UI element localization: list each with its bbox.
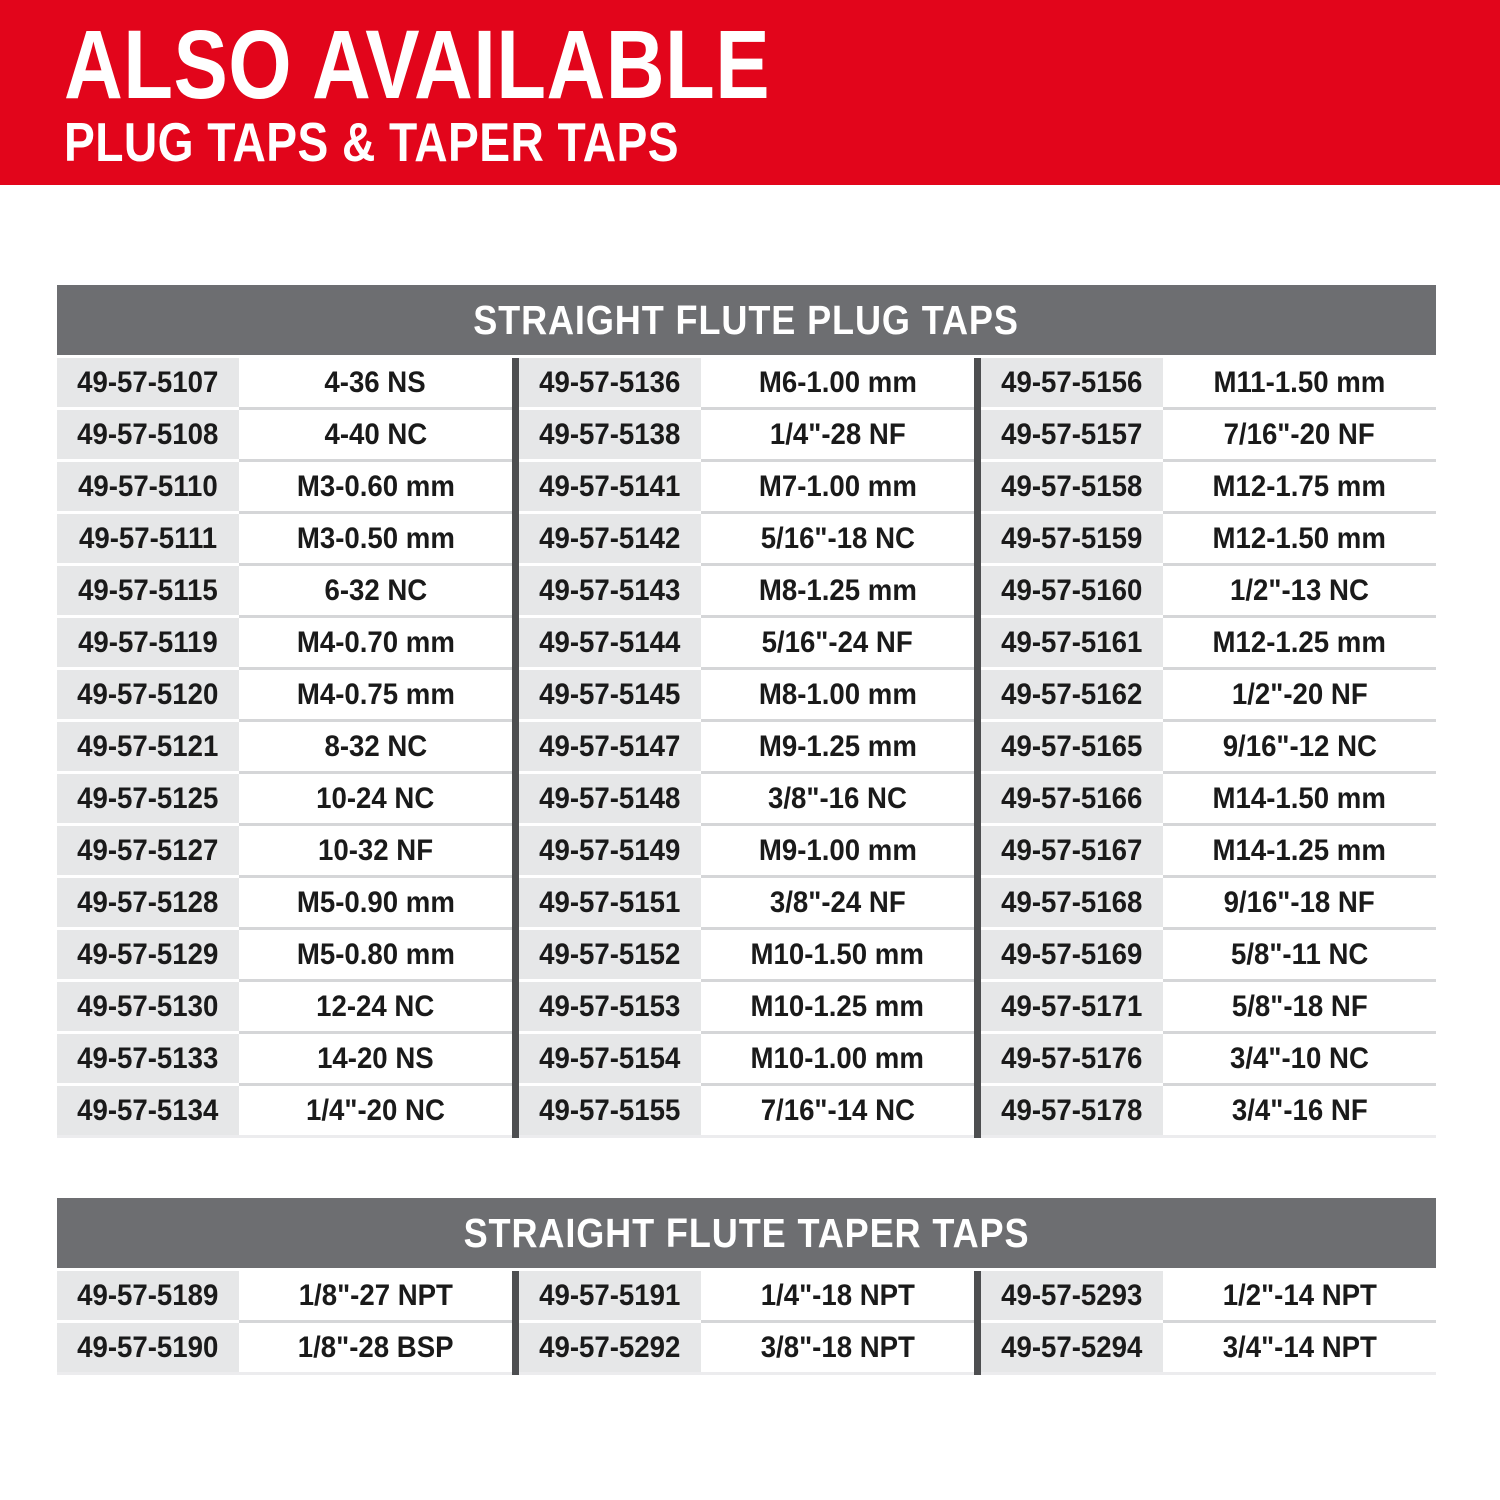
catalog-number: 49-57-5158 [1001,469,1143,503]
tap-size: 12-24 NC [316,989,435,1023]
catalog-number-cell [981,410,1163,462]
catalog-number-cell [57,982,239,1034]
table-row [57,722,1436,774]
tap-size-cell [701,514,974,566]
tap-size: 9/16"-18 NF [1223,885,1376,919]
catalog-number-cell [57,514,239,566]
catalog-number-cell [981,358,1163,410]
tap-size-cell [239,618,512,670]
tap-size-cell [701,1271,974,1323]
column-divider [512,826,519,878]
catalog-number-cell [519,1271,701,1323]
banner-title-text: ALSO AVAILABLE [64,10,770,119]
taper-taps-table [57,1198,1436,1375]
tap-size-cell [239,722,512,774]
catalog-number-cell [519,1034,701,1086]
catalog-number-cell [519,826,701,878]
catalog-number-cell [57,410,239,462]
tap-size: 5/8"-18 NF [1231,989,1368,1023]
tap-size-cell [1163,722,1436,774]
tap-size-cell [239,878,512,930]
catalog-number: 49-57-5162 [1001,677,1143,711]
catalog-number-cell [57,462,239,514]
table-row [57,930,1436,982]
column-divider [512,410,519,462]
column-divider [512,1271,519,1323]
tap-size-cell [239,410,512,462]
catalog-number-cell [981,514,1163,566]
catalog-number: 49-57-5293 [1001,1278,1143,1312]
catalog-number-cell [519,514,701,566]
tap-size-cell [701,618,974,670]
catalog-number: 49-57-5165 [1001,729,1143,763]
catalog-number-cell [981,1086,1163,1138]
table-row [57,1034,1436,1086]
banner-subtitle-text: PLUG TAPS & TAPER TAPS [64,111,680,173]
column-divider [974,930,981,982]
tap-size-cell [701,930,974,982]
tap-size-cell [701,774,974,826]
catalog-number: 49-57-5149 [539,833,681,867]
column-divider [512,462,519,514]
catalog-number-cell [57,774,239,826]
tap-size-cell [701,358,974,410]
tap-size-cell [1163,1086,1436,1138]
tap-size: M10-1.00 mm [750,1041,925,1075]
tap-size-cell [1163,826,1436,878]
tap-size: M11-1.50 mm [1213,365,1386,399]
tap-size-cell [1163,410,1436,462]
plug-taps-table-body [57,355,1436,1138]
tap-size-cell [1163,618,1436,670]
column-divider [974,774,981,826]
tap-size-cell [239,566,512,618]
catalog-number-cell [981,930,1163,982]
column-divider [512,774,519,826]
catalog-number-cell [981,1034,1163,1086]
tap-size: 3/8"-24 NF [769,885,906,919]
tap-size-cell [701,670,974,722]
catalog-number-cell [519,1086,701,1138]
catalog-number-cell [519,1323,701,1375]
table-row [57,826,1436,878]
tap-size: 6-32 NC [324,573,427,607]
catalog-number-cell [981,826,1163,878]
catalog-number: 49-57-5125 [77,781,219,815]
catalog-number: 49-57-5120 [77,677,219,711]
tap-size: 10-24 NC [316,781,435,815]
tap-size: 4-36 NS [324,365,427,399]
catalog-number-cell [57,1271,239,1323]
column-divider [512,982,519,1034]
tap-size: 14-20 NS [317,1041,434,1075]
taper-taps-table-header [57,1198,1436,1268]
tap-size: 1/4"-18 NPT [760,1278,915,1312]
table-row [57,618,1436,670]
tap-size: 3/4"-16 NF [1231,1093,1368,1127]
catalog-number-cell [981,722,1163,774]
column-divider [974,826,981,878]
tap-size: 1/2"-14 NPT [1222,1278,1377,1312]
catalog-number-cell [981,670,1163,722]
catalog-number: 49-57-5111 [78,521,218,555]
catalog-number: 49-57-5115 [78,573,218,607]
tap-size: M6-1.00 mm [758,365,917,399]
tap-size-cell [701,982,974,1034]
tap-size: 3/8"-16 NC [768,781,907,815]
column-divider [974,358,981,410]
catalog-number-cell [981,878,1163,930]
tap-size-cell [1163,358,1436,410]
catalog-number-cell [57,1034,239,1086]
tap-size: 1/4"-20 NC [306,1093,445,1127]
catalog-number: 49-57-5142 [539,521,681,555]
tap-size: 5/16"-18 NC [760,521,915,555]
catalog-number-cell [57,930,239,982]
tap-size-cell [701,410,974,462]
catalog-number-cell [57,1323,239,1375]
column-divider [512,1034,519,1086]
tap-size-cell [701,826,974,878]
column-divider [974,462,981,514]
catalog-number: 49-57-5134 [77,1093,219,1127]
table-row [57,462,1436,514]
tap-size: 5/8"-11 NC [1230,937,1369,971]
column-divider [512,566,519,618]
tap-size: 9/16"-12 NC [1222,729,1377,763]
tap-size: 8-32 NC [324,729,427,763]
table-row [57,566,1436,618]
column-divider [974,878,981,930]
plug-taps-table [57,285,1436,1138]
catalog-number: 49-57-5155 [539,1093,681,1127]
column-divider [512,670,519,722]
catalog-number: 49-57-5191 [539,1278,681,1312]
column-divider [974,566,981,618]
tap-size: M4-0.70 mm [296,625,455,659]
catalog-number: 49-57-5189 [77,1278,219,1312]
column-divider [974,514,981,566]
catalog-number-cell [519,358,701,410]
catalog-number: 49-57-5169 [1001,937,1143,971]
catalog-number: 49-57-5292 [539,1330,681,1364]
tap-size-cell [239,670,512,722]
catalog-number: 49-57-5129 [77,937,219,971]
table-row [57,774,1436,826]
catalog-number-cell [519,462,701,514]
tap-size-cell [1163,878,1436,930]
catalog-number: 49-57-5178 [1001,1093,1143,1127]
tap-size-cell [239,982,512,1034]
catalog-number-cell [981,982,1163,1034]
tap-size: 1/2"-13 NC [1230,573,1369,607]
tap-size: M3-0.50 mm [296,521,455,555]
tap-size: 1/4"-28 NF [769,417,906,451]
tap-size: M12-1.50 mm [1212,521,1387,555]
tap-size-cell [239,462,512,514]
column-divider [512,358,519,410]
tap-size-cell [239,1086,512,1138]
catalog-number-cell [519,930,701,982]
catalog-number-cell [981,462,1163,514]
column-divider [974,670,981,722]
tap-size-cell [1163,462,1436,514]
tap-size: M9-1.25 mm [758,729,917,763]
catalog-number-cell [57,358,239,410]
catalog-number: 49-57-5108 [77,417,219,451]
column-divider [974,410,981,462]
tap-size: M10-1.50 mm [750,937,925,971]
catalog-number-cell [57,1086,239,1138]
catalog-number-cell [981,618,1163,670]
column-divider [512,1086,519,1138]
tap-size-cell [1163,1034,1436,1086]
catalog-number: 49-57-5159 [1001,521,1143,555]
tap-size-cell [1163,982,1436,1034]
catalog-number: 49-57-5176 [1001,1041,1143,1075]
tap-size: M7-1.00 mm [758,469,917,503]
banner-subtitle [64,111,1500,173]
taper-taps-table-body [57,1268,1436,1375]
plug-taps-table-header [57,285,1436,355]
catalog-number: 49-57-5166 [1001,781,1143,815]
column-divider [512,514,519,566]
catalog-number: 49-57-5148 [539,781,681,815]
table-row [57,982,1436,1034]
catalog-number: 49-57-5147 [539,729,681,763]
catalog-number-cell [519,670,701,722]
tap-size: M12-1.75 mm [1212,469,1387,503]
column-divider [512,618,519,670]
tap-size-cell [1163,774,1436,826]
tap-size-cell [701,1086,974,1138]
catalog-number: 49-57-5128 [77,885,219,919]
tap-size-cell [701,462,974,514]
tap-size-cell [239,514,512,566]
tap-size-cell [701,566,974,618]
catalog-number-cell [519,774,701,826]
tap-size: 10-32 NF [317,833,434,867]
promo-banner [0,0,1500,185]
column-divider [974,1034,981,1086]
table-row [57,410,1436,462]
tap-size: 4-40 NC [324,417,427,451]
catalog-number: 49-57-5190 [77,1330,219,1364]
tap-size-cell [1163,670,1436,722]
catalog-number: 49-57-5121 [77,729,219,763]
column-divider [974,1323,981,1375]
tap-size: 3/4"-10 NC [1230,1041,1369,1075]
tap-size-cell [239,1271,512,1323]
catalog-number: 49-57-5138 [539,417,681,451]
catalog-number-cell [519,410,701,462]
column-divider [974,722,981,774]
column-divider [974,1271,981,1323]
tap-size: 1/2"-20 NF [1231,677,1368,711]
catalog-number: 49-57-5157 [1001,417,1143,451]
table-row [57,670,1436,722]
table-row [57,1323,1436,1375]
tap-size: 7/16"-14 NC [760,1093,915,1127]
column-divider [512,722,519,774]
catalog-number: 49-57-5168 [1001,885,1143,919]
tap-size: 1/8"-27 NPT [298,1278,453,1312]
catalog-number: 49-57-5160 [1001,573,1143,607]
catalog-number-cell [981,566,1163,618]
column-divider [974,618,981,670]
tap-size: 3/8"-18 NPT [760,1330,915,1364]
tap-size: 3/4"-14 NPT [1222,1330,1377,1364]
catalog-number-cell [519,566,701,618]
table-row [57,878,1436,930]
tap-size-cell [701,1323,974,1375]
catalog-number: 49-57-5161 [1001,625,1143,659]
catalog-number-cell [981,1271,1163,1323]
catalog-number: 49-57-5167 [1001,833,1143,867]
tap-size: 7/16"-20 NF [1223,417,1376,451]
catalog-number: 49-57-5119 [78,625,218,659]
catalog-number: 49-57-5145 [539,677,681,711]
catalog-number-cell [57,722,239,774]
tap-size: M5-0.80 mm [296,937,455,971]
catalog-number: 49-57-5143 [539,573,681,607]
catalog-number: 49-57-5154 [539,1041,681,1075]
tap-size-cell [239,930,512,982]
table-row [57,358,1436,410]
tap-size: 5/16"-24 NF [761,625,914,659]
catalog-number: 49-57-5151 [539,885,681,919]
tap-size-cell [239,1323,512,1375]
catalog-number-cell [981,774,1163,826]
catalog-number: 49-57-5153 [539,989,681,1023]
tap-size-cell [1163,1323,1436,1375]
column-divider [512,1323,519,1375]
catalog-number: 49-57-5294 [1001,1330,1143,1364]
tap-size-cell [1163,566,1436,618]
tap-size: M8-1.00 mm [758,677,917,711]
table-row [57,1271,1436,1323]
tap-size-cell [701,1034,974,1086]
tap-size-cell [239,826,512,878]
catalog-number-cell [981,1323,1163,1375]
catalog-number-cell [57,670,239,722]
tap-size: M3-0.60 mm [296,469,455,503]
catalog-number: 49-57-5156 [1001,365,1143,399]
column-divider [512,930,519,982]
catalog-number: 49-57-5152 [539,937,681,971]
table-row [57,514,1436,566]
tap-size-cell [1163,930,1436,982]
tap-size: M12-1.25 mm [1212,625,1387,659]
catalog-number-cell [57,566,239,618]
tap-size-cell [701,878,974,930]
catalog-number: 49-57-5133 [77,1041,219,1075]
table-row [57,1086,1436,1138]
tap-size-cell [239,774,512,826]
catalog-number-cell [57,826,239,878]
catalog-number-cell [519,722,701,774]
tap-size-cell [701,722,974,774]
tap-size: M8-1.25 mm [758,573,917,607]
catalog-number: 49-57-5171 [1001,989,1143,1023]
tap-size-cell [239,358,512,410]
tap-size: M14-1.25 mm [1212,833,1387,867]
tap-size-cell [1163,514,1436,566]
catalog-number-cell [57,878,239,930]
catalog-number: 49-57-5144 [539,625,681,659]
catalog-number: 49-57-5110 [78,469,218,503]
tap-size: M4-0.75 mm [296,677,455,711]
banner-title [64,10,1500,119]
catalog-number: 49-57-5141 [539,469,681,503]
taper-taps-table-title: STRAIGHT FLUTE TAPER TAPS [463,1209,1030,1256]
catalog-number-cell [57,618,239,670]
tap-size: M9-1.00 mm [758,833,917,867]
column-divider [512,878,519,930]
catalog-number: 49-57-5136 [539,365,681,399]
tap-size: M5-0.90 mm [296,885,455,919]
tap-size: M14-1.50 mm [1212,781,1387,815]
tap-size: 1/8"-28 BSP [297,1330,454,1364]
catalog-number-cell [519,618,701,670]
catalog-number: 49-57-5107 [77,365,219,399]
tap-size-cell [239,1034,512,1086]
column-divider [974,982,981,1034]
column-divider [974,1086,981,1138]
catalog-number: 49-57-5127 [77,833,219,867]
plug-taps-table-title: STRAIGHT FLUTE PLUG TAPS [473,296,1020,343]
catalog-number: 49-57-5130 [77,989,219,1023]
tap-size-cell [1163,1271,1436,1323]
catalog-number-cell [519,982,701,1034]
catalog-number-cell [519,878,701,930]
tap-size: M10-1.25 mm [750,989,925,1023]
